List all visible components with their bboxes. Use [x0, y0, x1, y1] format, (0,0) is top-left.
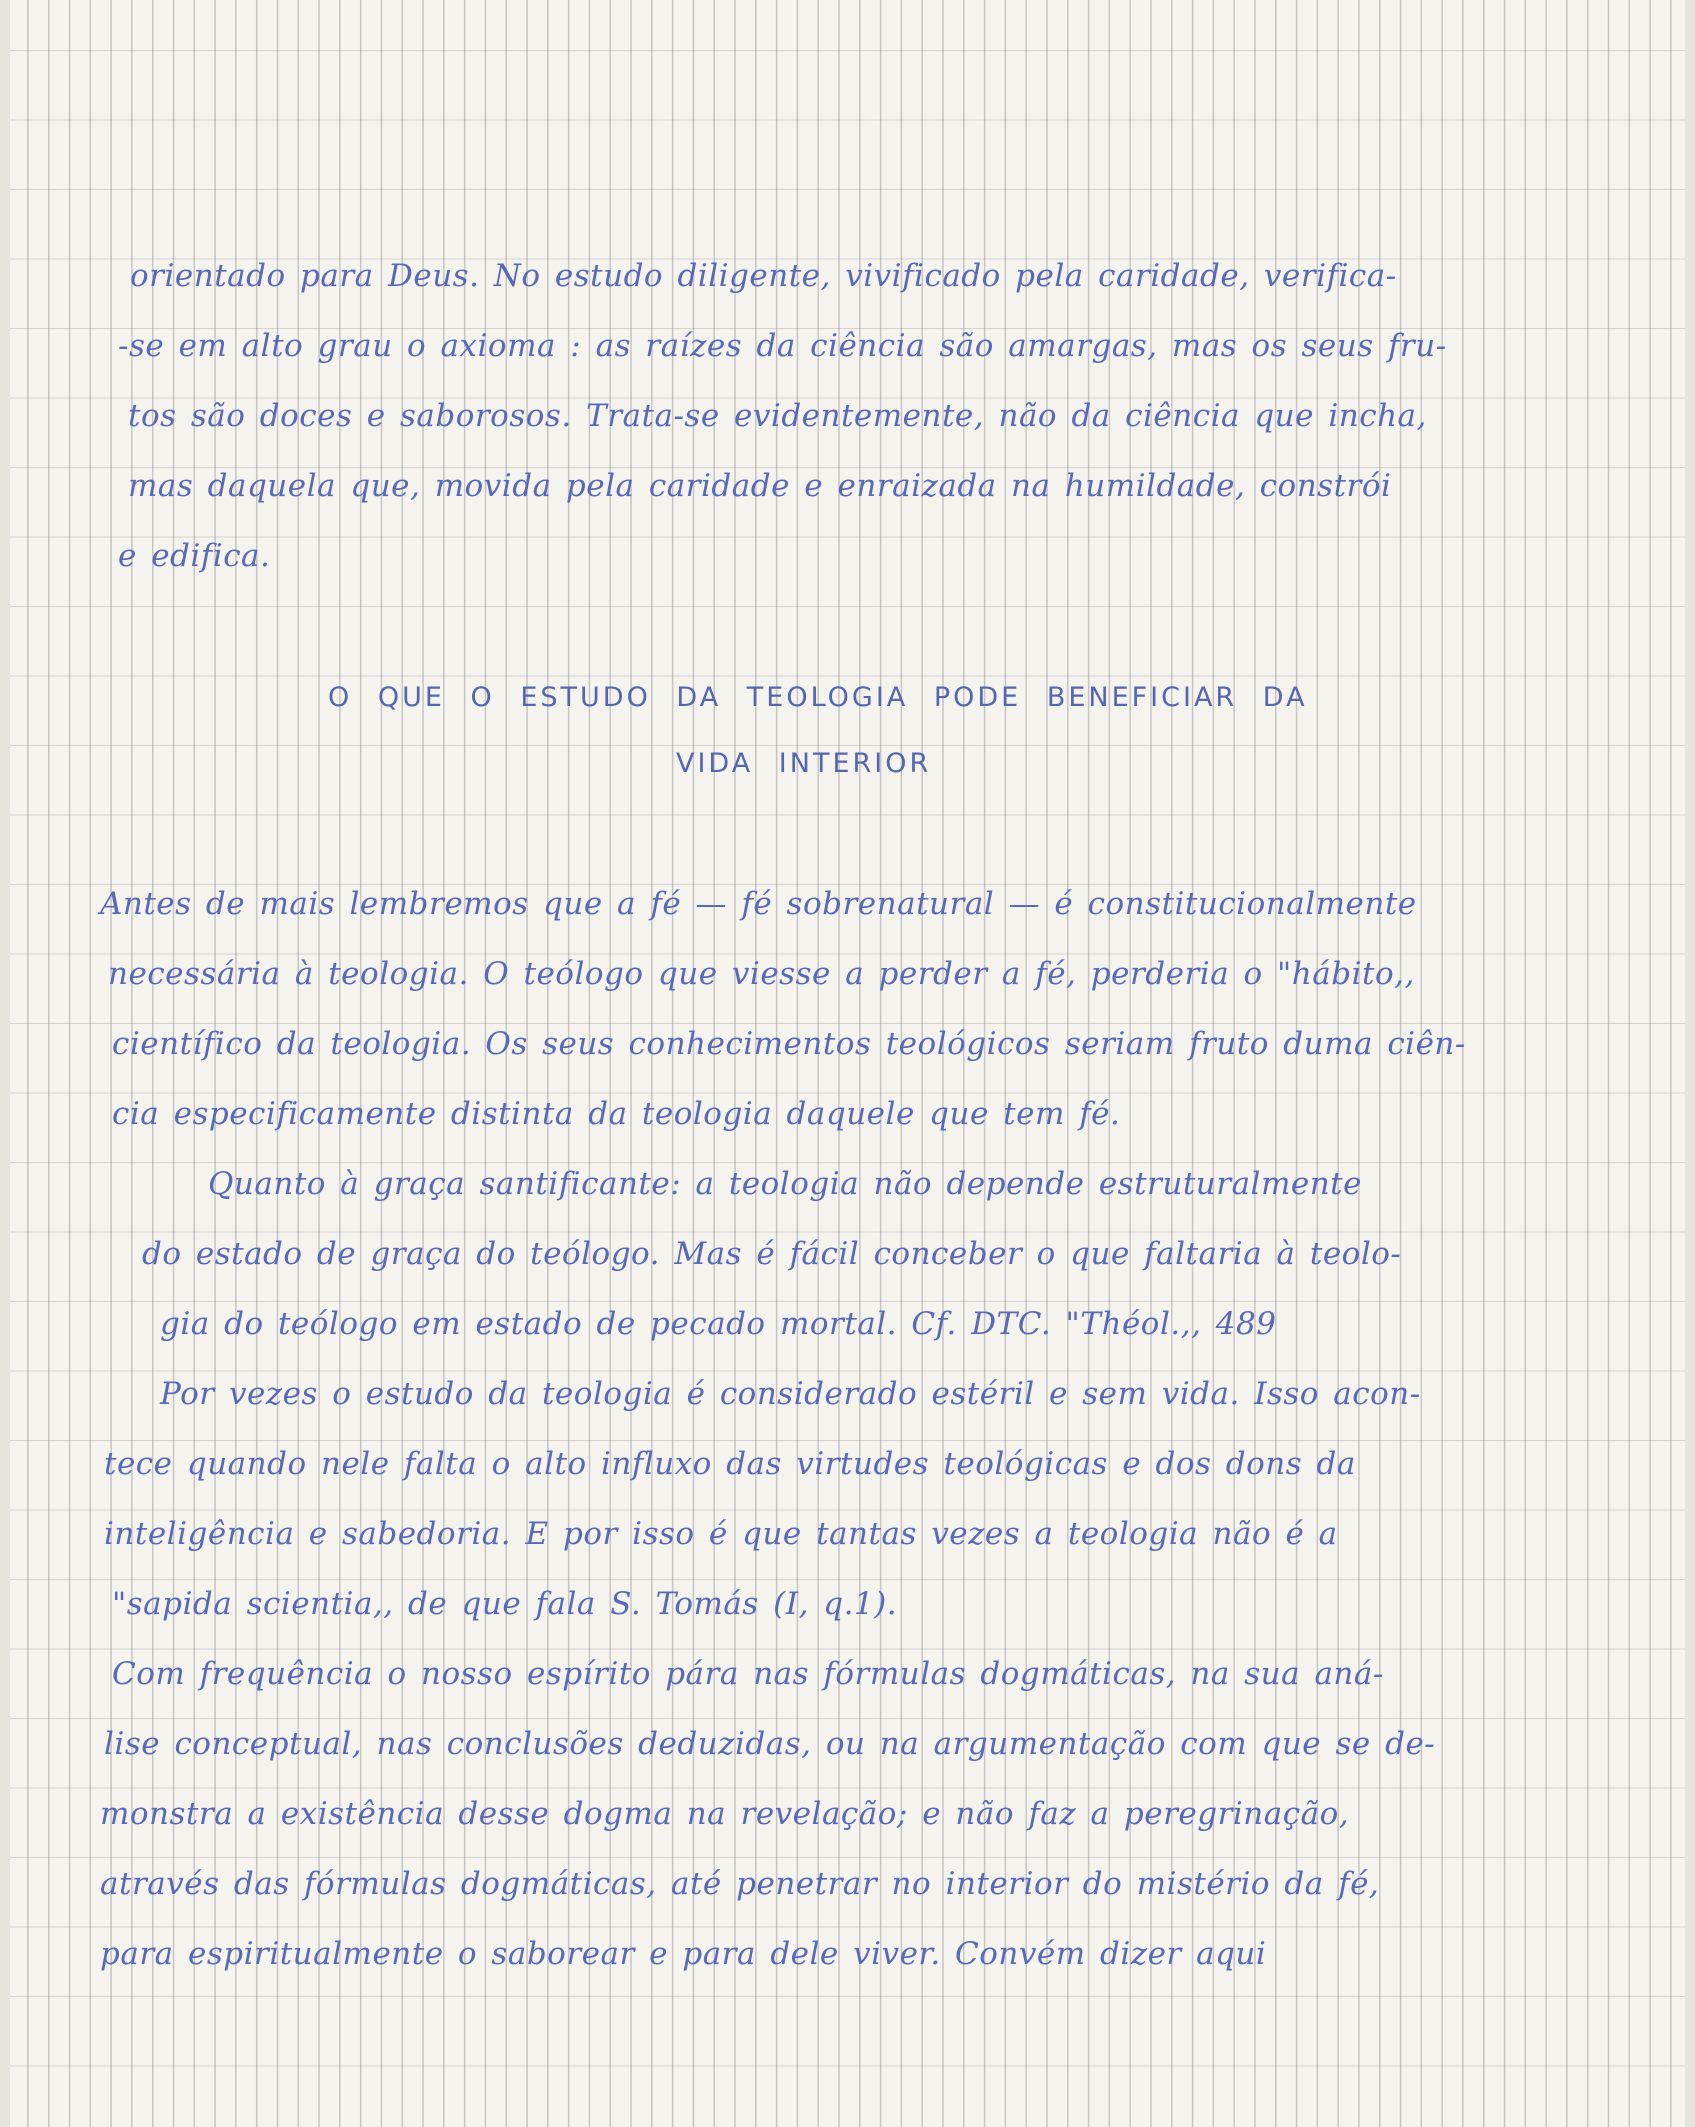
section-heading: O QUE O ESTUDO DA TEOLOGIA PODE BENEFICIAR DA [328, 682, 1308, 713]
text-line: gia do teólogo em estado de pecado mortal. Cf. DTC. "Théol.,, 489 [160, 1306, 1277, 1342]
text-line: orientado para Deus. No estudo diligente, vivificado pela caridade, verifica- [130, 258, 1397, 294]
text-line: cia especificamente distinta da teologia daquele que tem fé. [112, 1096, 1121, 1132]
text-line: científico da teologia. Os seus conhecimentos teológicos seriam fruto duma ciên- [112, 1026, 1466, 1062]
text-line: mas daquela que, movida pela caridade e enraizada na humildade, constrói [128, 468, 1392, 504]
text-line: lise conceptual, nas conclusões deduzidas, ou na argumentação com que se de- [104, 1726, 1436, 1762]
text-line: monstra a existência desse dogma na revelação; e não faz a peregrinação, [100, 1796, 1350, 1832]
text-line: Antes de mais lembremos que a fé — fé sobrenatural — é constitucionalmente [100, 886, 1417, 922]
text-line: Por vezes o estudo da teologia é considerado estéril e sem vida. Isso acon- [160, 1376, 1421, 1412]
text-line: do estado de graça do teólogo. Mas é fácil conceber o que faltaria à teolo- [142, 1236, 1402, 1272]
text-line: -se em alto grau o axioma : as raízes da ciência são amargas, mas os seus fru- [118, 328, 1447, 364]
text-line: através das fórmulas dogmáticas, até penetrar no interior do mistério da fé, [100, 1866, 1380, 1902]
text-line: Com frequência o nosso espírito pára nas fórmulas dogmáticas, na sua aná- [112, 1656, 1384, 1692]
text-line: necessária à teologia. O teólogo que viesse a perder a fé, perderia o "hábito,, [108, 956, 1415, 992]
text-line: e edifica. [118, 538, 271, 574]
text-line: tece quando nele falta o alto influxo das virtudes teológicas e dos dons da [104, 1446, 1356, 1482]
text-line: Quanto à graça santificante: a teologia não depende estruturalmente [208, 1166, 1362, 1202]
text-line: tos são doces e saborosos. Trata-se evidentemente, não da ciência que incha, [128, 398, 1427, 434]
text-line: inteligência e sabedoria. E por isso é que tantas vezes a teologia não é a [104, 1516, 1338, 1552]
text-line: "sapida scientia,, de que fala S. Tomás (I, q.1). [112, 1586, 898, 1622]
text-line: para espiritualmente o saborear e para dele viver. Convém dizer aqui [100, 1936, 1267, 1972]
section-heading: VIDA INTERIOR [676, 748, 932, 779]
